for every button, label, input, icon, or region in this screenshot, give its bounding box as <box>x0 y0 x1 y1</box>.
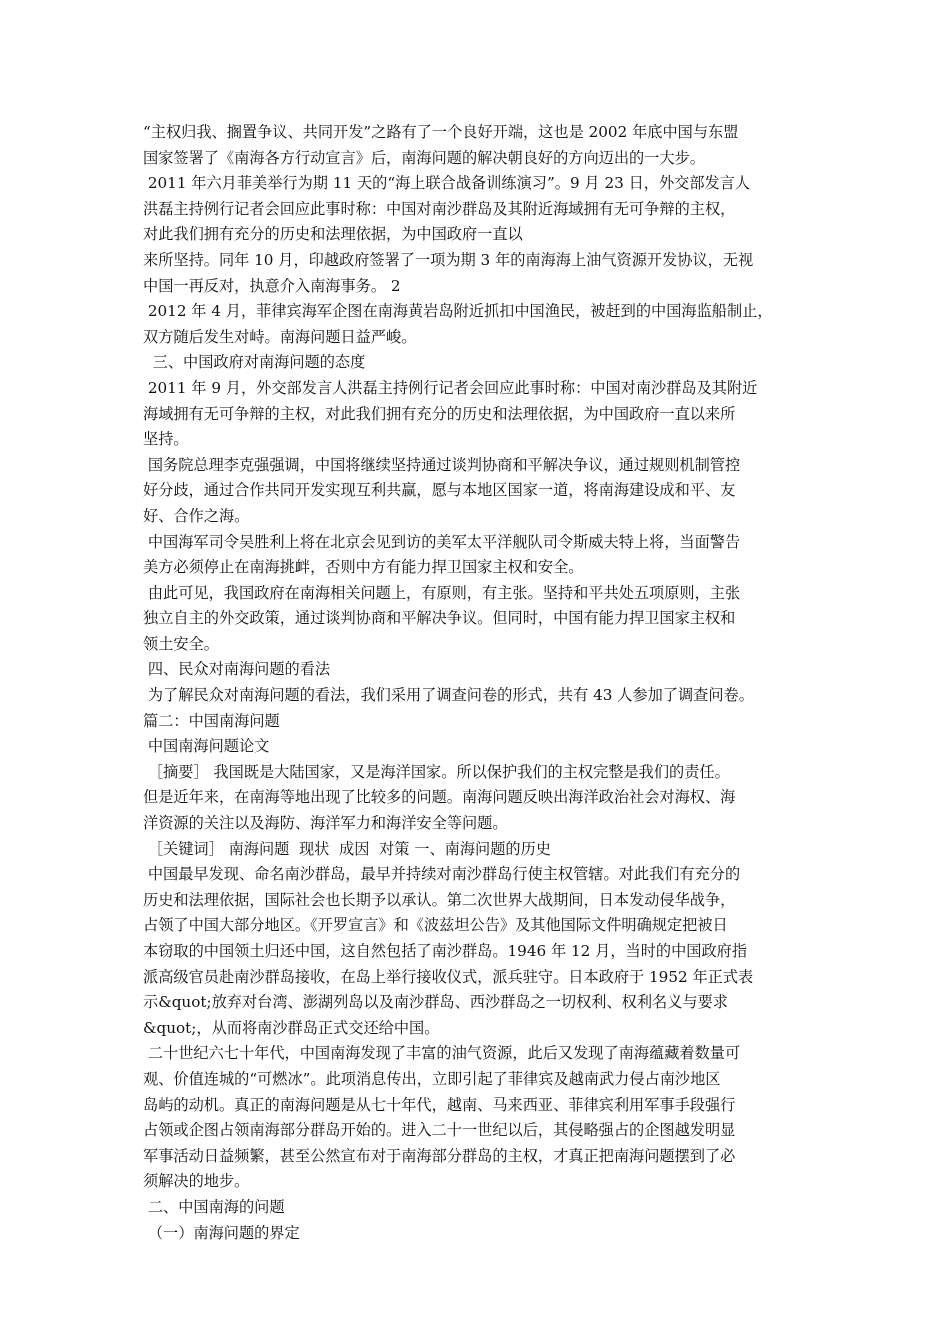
text-line: 军事活动日益频繁，甚至公然宣布对于南海部分群岛的主权，才真正把南海问题摆到了必 <box>143 1146 736 1165</box>
text-line: 美方必须停止在南海挑衅，否则中方有能力捍卫国家主权和安全。 <box>143 558 584 577</box>
text-line: 坚持。 <box>143 430 189 449</box>
text-line: ［关键词］ 南海问题 现状 成因 对策 一、南海问题的历史 <box>143 839 551 858</box>
text-line: 领土安全。 <box>143 634 219 653</box>
text-line: 洪磊主持例行记者会回应此事时称：中国对南沙群岛及其附近海域拥有无可争辩的主权， <box>143 199 736 218</box>
text-line: 中国最早发现、命名南沙群岛，最早并持续对南沙群岛行使主权管辖。对此我们有充分的 <box>143 865 741 884</box>
text-line: 二、中国南海的问题 <box>143 1197 285 1216</box>
text-line: 历史和法理依据，国际社会也长期予以承认。第二次世界大战期间，日本发动侵华战争， <box>143 890 736 909</box>
text-line: 国家签署了《南海各方行动宣言》后，南海问题的解决朝良好的方向迈出的一大步。 <box>143 148 705 167</box>
text-line: 须解决的地步。 <box>143 1172 250 1191</box>
text-line: “主权归我、搁置争议、共同开发”之路有了一个良好开端，这也是 2002 年底中国与东盟 <box>143 123 739 141</box>
text-line: 为了解民众对南海问题的看法，我们采用了调查问卷的形式，共有 43 人参加了调查问卷。 <box>143 686 754 705</box>
text-line: 来所坚持。同年 10 月，印越政府签署了一项为期 3 年的南海海上油气资源开发协议，无视 <box>143 250 754 269</box>
text-line: 篇二：中国南海问题 <box>143 711 280 730</box>
text-line: 独立自主的外交政策，通过谈判协商和平解决争议。但同时，中国有能力捍卫国家主权和 <box>143 609 736 628</box>
text-line: 双方随后发生对峙。南海问题日益严峻。 <box>143 327 417 346</box>
text-line: 中国一再反对，执意介入南海事务。 2 <box>143 276 401 295</box>
text-line: 中国南海问题论文 <box>143 737 270 756</box>
text-line: 对此我们拥有充分的历史和法理依据，为中国政府一直以 <box>143 225 523 244</box>
text-line: 洋资源的关注以及海防、海洋军力和海洋安全等问题。 <box>143 814 508 833</box>
text-line: 好分歧，通过合作共同开发实现互利共赢，愿与本地区国家一道，将南海建设成和平、友 <box>143 481 736 500</box>
text-line: 国务院总理李克强强调，中国将继续坚持通过谈判协商和平解决争议，通过规则机制管控 <box>143 455 741 474</box>
text-line: 2012 年 4 月，菲律宾海军企图在南海黄岩岛附近抓扣中国渔民，被赶到的中国海监船制止， <box>143 302 773 321</box>
text-line: 但是近年来，在南海等地出现了比较多的问题。南海问题反映出海洋政治社会对海权、海 <box>143 788 736 807</box>
text-line: 四、民众对南海问题的看法 <box>143 660 331 679</box>
document-body <box>143 120 823 1246</box>
text-line: 派高级官员赴南沙群岛接收，在岛上举行接收仪式，派兵驻守。日本政府于 1952 年正式表 <box>143 967 754 986</box>
text-line: 二十世纪六七十年代，中国南海发现了丰富的油气资源，此后又发现了南海蕴藏着数量可 <box>143 1044 741 1063</box>
text-line: 占领了中国大部分地区。《开罗宣言》和《波兹坦公告》及其他国际文件明确规定把被日 <box>143 916 728 935</box>
text-line: 观、价值连城的“可燃冰”。此项消息传出，立即引起了菲律宾及越南武力侵占南沙地区 <box>143 1069 721 1088</box>
text-line: 由此可见，我国政府在南海相关问题上，有原则，有主张。坚持和平共处五项原则，主张 <box>143 583 741 602</box>
text-line: 本窃取的中国领土归还中国，这自然包括了南沙群岛。1946 年 12 月，当时的中国政府指 <box>143 942 748 960</box>
text-line: 2011 年 9 月，外交部发言人洪磊主持例行记者会回应此事时称：中国对南沙群岛及其附近 <box>143 378 758 397</box>
text-line: （一）南海问题的界定 <box>143 1223 300 1242</box>
text-line: 好、合作之海。 <box>143 506 250 525</box>
text-line: 三、中国政府对南海问题的态度 <box>143 353 366 372</box>
text-line: &quot;，从而将南沙群岛正式交还给中国。 <box>143 1018 440 1037</box>
text-line: 示&quot;放弃对台湾、澎湖列岛以及南沙群岛、西沙群岛之一切权利、权利名义与要求 <box>143 993 728 1012</box>
text-line: ［摘要］ 我国既是大陆国家，又是海洋国家。所以保护我们的主权完整是我们的责任。 <box>143 762 730 781</box>
text-line: 2011 年六月菲美举行为期 11 天的“海上联合战备训练演习”。9 月 23 日，外交部发言人 <box>143 174 751 193</box>
text-line: 岛屿的动机。真正的南海问题是从七十年代，越南、马来西亚、菲律宾利用军事手段强行 <box>143 1095 736 1114</box>
document-page <box>143 120 823 1246</box>
text-line: 占领或企图占领南海部分群岛开始的。进入二十一世纪以后，其侵略强占的企图越发明显 <box>143 1121 736 1140</box>
text-line: 中国海军司令吴胜利上将在北京会见到访的美军太平洋舰队司令斯威夫特上将，当面警告 <box>143 532 741 551</box>
text-line: 海域拥有无可争辩的主权，对此我们拥有充分的历史和法理依据，为中国政府一直以来所 <box>143 404 736 423</box>
